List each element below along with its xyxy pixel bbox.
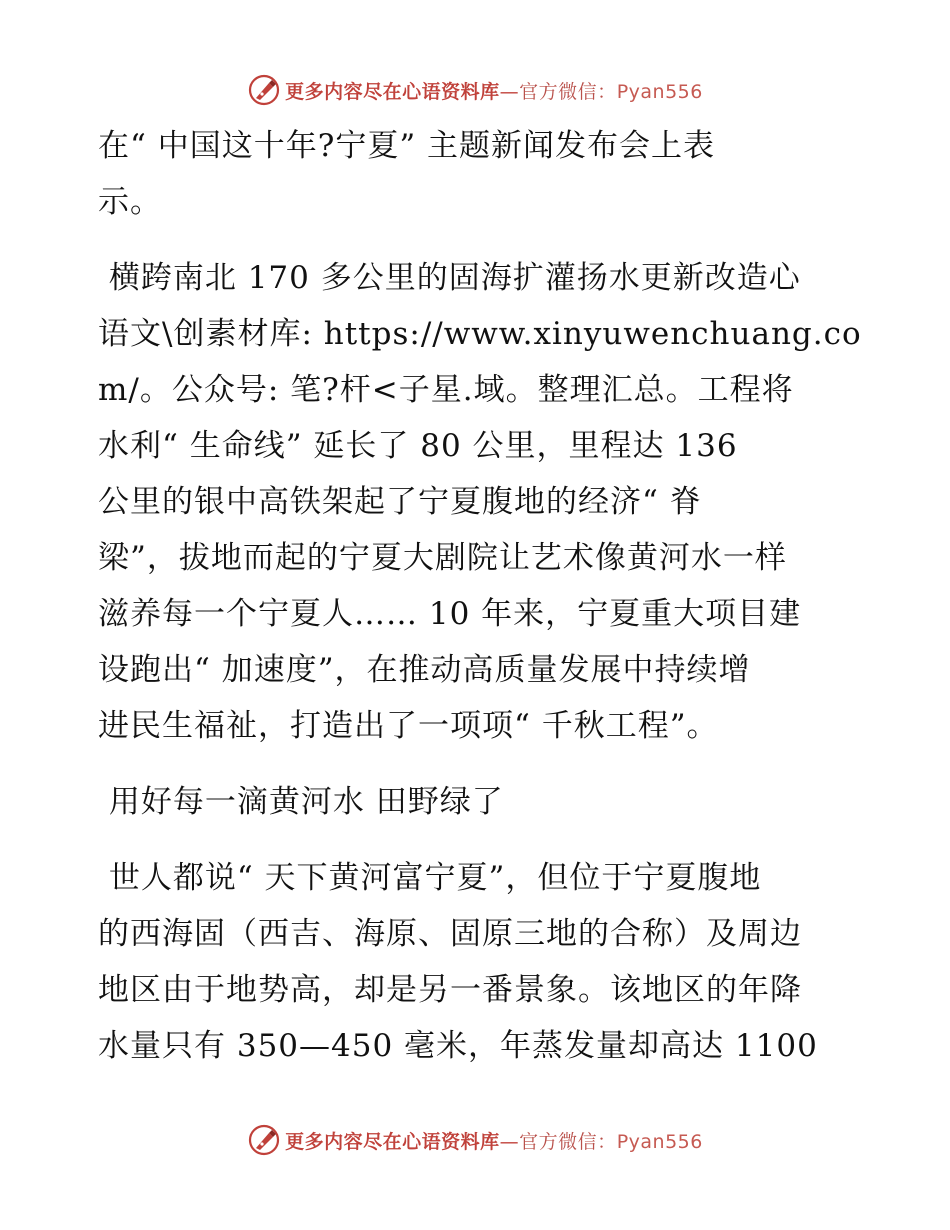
paragraph-4 (98, 850, 858, 1074)
text-line: 公里的银中高铁架起了宁夏腹地的经济“ 脊 (98, 483, 702, 520)
fountain-pen-logo-icon (247, 1123, 281, 1157)
footer-banner (0, 1120, 950, 1160)
text-line: 进民生福祉，打造出了一项项“ 千秋工程”。 (98, 707, 719, 744)
text-line: 横跨南北 170 多公里的固海扩灌扬水更新改造心 (98, 259, 801, 296)
paragraph-2 (98, 250, 862, 754)
paragraph-3-subheading (98, 774, 858, 830)
text-line: m/。公众号: 笔?杆<子星.域。整理汇总。工程将 (98, 371, 794, 408)
header-banner (0, 70, 950, 110)
text-line: 地区由于地势高，却是另一番景象。该地区的年降 (98, 971, 802, 1008)
footer-banner-wechat-label: 官方微信： (519, 1130, 617, 1153)
paragraph-1 (98, 118, 858, 230)
text-line: 滋养每一个宁夏人…… 10 年来，宁夏重大项目建 (98, 595, 802, 632)
fountain-pen-logo-icon (247, 73, 281, 107)
header-banner-dash: — (499, 80, 520, 103)
header-banner-wechat-label: 官方微信： (519, 80, 617, 103)
footer-banner-wechat-id: Pyan556 (616, 1130, 703, 1153)
footer-banner-main-text: 更多内容尽在心语资料库 (285, 1130, 500, 1153)
text-line: 示。 (98, 183, 162, 220)
footer-banner-text (285, 1127, 703, 1154)
header-banner-wechat-id: Pyan556 (616, 80, 703, 103)
footer-banner-dash: — (499, 1130, 520, 1153)
text-line: 在“ 中国这十年?宁夏” 主题新闻发布会上表 (98, 127, 716, 164)
text-line: 水利“ 生命线” 延长了 80 公里，里程达 136 (98, 427, 738, 464)
text-line: 设跑出“ 加速度”，在推动高质量发展中持续增 (98, 651, 751, 688)
text-line: 世人都说“ 天下黄河富宁夏”，但位于宁夏腹地 (98, 859, 762, 896)
header-banner-main-text: 更多内容尽在心语资料库 (285, 80, 500, 103)
text-line: 的西海固（西吉、海原、固原三地的合称）及周边 (98, 915, 802, 952)
text-line: 语文\创素材库: https://www.xinyuwenchuang.co (98, 315, 862, 352)
document-body (98, 118, 862, 1074)
text-line: 水量只有 350—450 毫米，年蒸发量却高达 1100 (98, 1027, 818, 1064)
header-banner-text (285, 77, 703, 104)
text-line: 梁”，拔地而起的宁夏大剧院让艺术像黄河水一样 (98, 539, 787, 576)
section-heading: 用好每一滴黄河水 田野绿了 (98, 783, 504, 820)
